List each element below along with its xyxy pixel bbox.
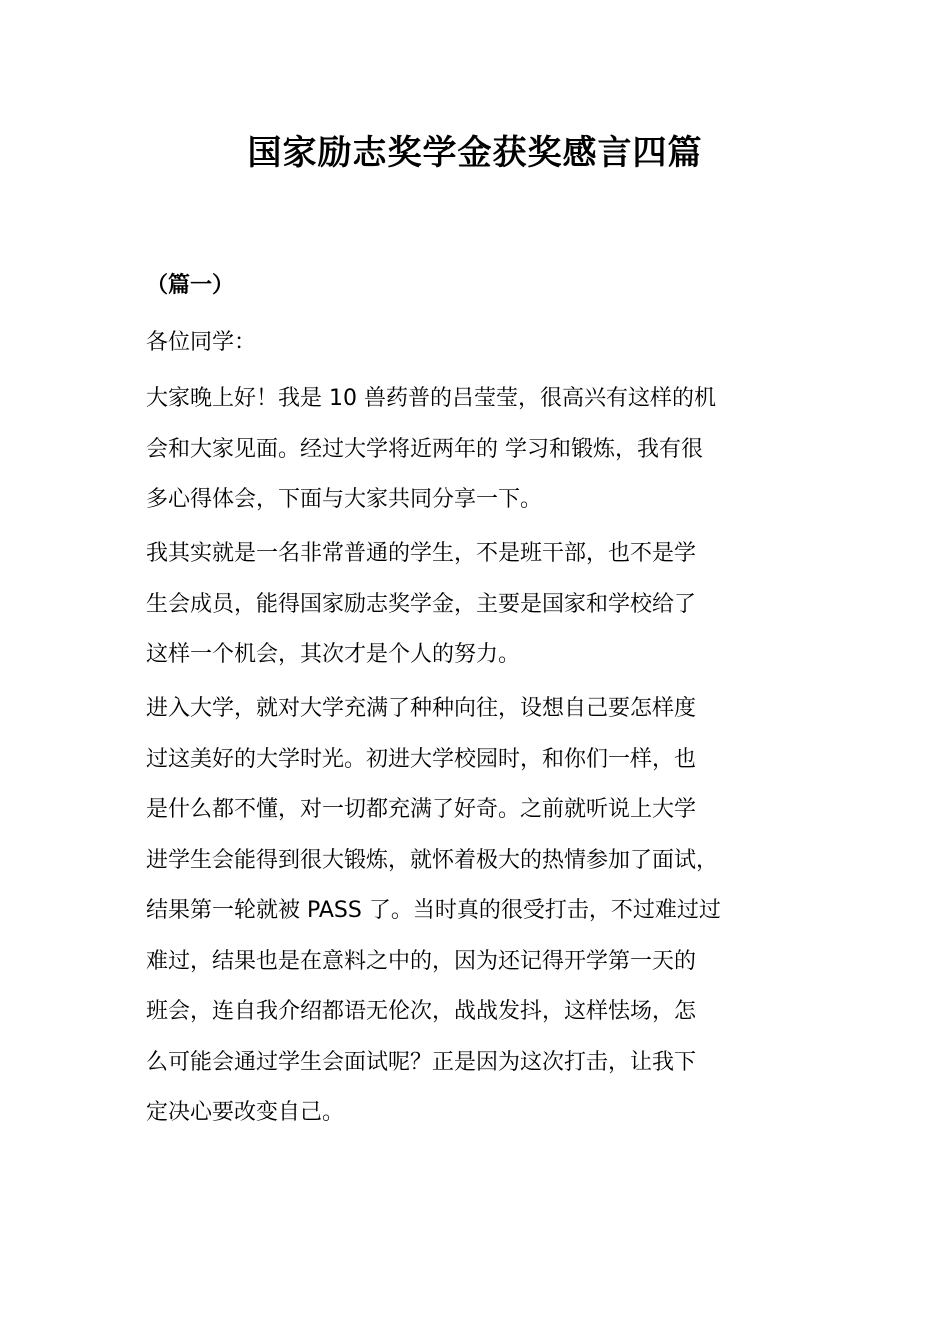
paragraph-line: 我其实就是一名非常普通的学生，不是班干部，也不是学 [146, 541, 697, 566]
paragraph-line: 多心得体会，下面与大家共同分享一下。 [146, 487, 543, 512]
paragraph-line: 是什么都不懂，对一切都充满了好奇。之前就听说上大学 [146, 797, 697, 822]
paragraph-line: 过这美好的大学时光。初进大学校园时，和你们一样，也 [146, 746, 697, 772]
paragraph-line: 进入大学，就对大学充满了种种向往，设想自己要怎样度 [146, 696, 697, 721]
section-heading: （篇一） [146, 273, 235, 298]
body-paragraph [146, 374, 810, 526]
paragraph-line: 班会，连自我介绍都语无伦次，战战发抖，这样怯场，怎 [146, 999, 697, 1024]
body-paragraph [146, 684, 810, 1139]
paragraph-line: 进学生会能得到很大锻炼，就怀着极大的热情参加了面试， [146, 847, 719, 873]
paragraph-line: 大家晚上好！我是 10 兽药普的吕莹莹，很高兴有这样的机 [146, 386, 716, 411]
document-title: 国家励志奖学金获奖感言四篇 [247, 133, 703, 173]
paragraph-line: 定决心要改变自己。 [146, 1100, 345, 1125]
paragraph-line: 这样一个机会，其次才是个人的努力。 [146, 642, 521, 667]
salutation: 各位同学： [146, 330, 257, 355]
body-paragraph [146, 529, 810, 681]
paragraph-line: 生会成员，能得国家励志奖学金，主要是国家和学校给了 [146, 591, 697, 617]
paragraph-line: 结果第一轮就被 PASS 了。当时真的很受打击，不过难过过 [146, 898, 721, 923]
paragraph-line: 会和大家见面。经过大学将近两年的 学习和锻炼，我有很 [146, 436, 703, 462]
paragraph-line: 么可能会通过学生会面试呢？正是因为这次打击，让我下 [146, 1049, 697, 1075]
paragraph-line: 难过，结果也是在意料之中的，因为还记得开学第一天的 [146, 948, 697, 974]
